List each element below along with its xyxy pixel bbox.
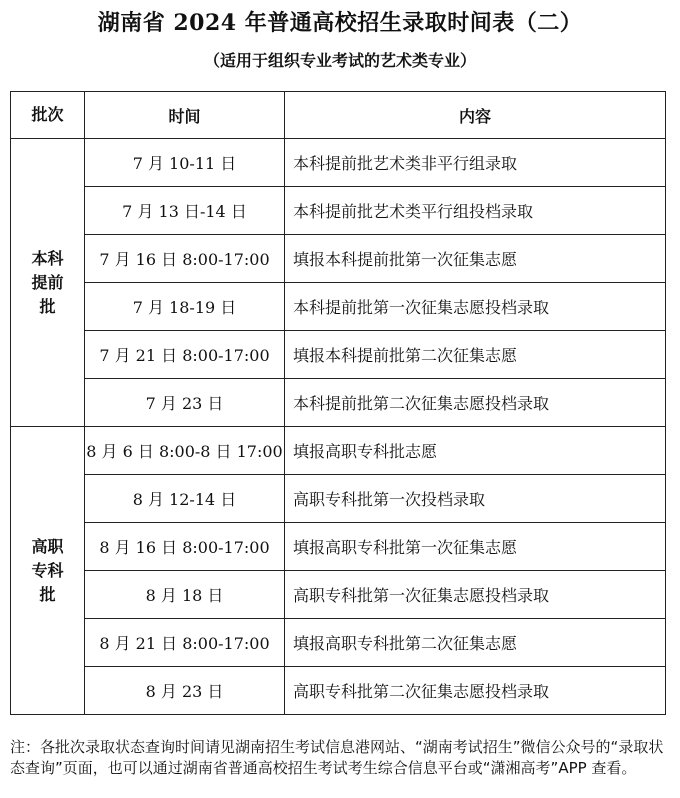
time-cell: 8 月 23 日 [85, 667, 285, 715]
table-row [11, 379, 666, 427]
content-cell: 本科提前批第一次征集志愿投档录取 [285, 283, 666, 331]
content-cell: 高职专科批第一次征集志愿投档录取 [285, 571, 666, 619]
content-cell: 高职专科批第一次投档录取 [285, 475, 666, 523]
batch-label: 本科提前批 [31, 248, 64, 316]
table-row [11, 571, 666, 619]
batch-cell [11, 427, 85, 715]
time-cell: 7 月 21 日 8:00-17:00 [85, 331, 285, 379]
content-cell: 填报高职专科批第二次征集志愿 [285, 619, 666, 667]
table-row [11, 475, 666, 523]
time-cell: 8 月 21 日 8:00-17:00 [85, 619, 285, 667]
table-row [11, 619, 666, 667]
time-cell: 8 月 6 日 8:00-8 日 17:00 [85, 427, 285, 475]
content-cell: 填报本科提前批第二次征集志愿 [285, 331, 666, 379]
time-cell: 7 月 18-19 日 [85, 283, 285, 331]
batch-cell [11, 139, 85, 427]
header-batch: 批次 [11, 92, 85, 139]
table-row [11, 139, 666, 187]
schedule-table [10, 91, 666, 715]
page-subtitle: （适用于组织专业考试的艺术类专业） [203, 51, 476, 70]
time-cell: 7 月 10-11 日 [85, 139, 285, 187]
table-row [11, 187, 666, 235]
table-row [11, 667, 666, 715]
time-cell: 8 月 12-14 日 [85, 475, 285, 523]
content-cell: 本科提前批第二次征集志愿投档录取 [285, 379, 666, 427]
batch-label: 高职专科批 [31, 536, 64, 604]
content-cell: 高职专科批第二次征集志愿投档录取 [285, 667, 666, 715]
header-content: 内容 [285, 92, 666, 139]
header-time: 时间 [85, 92, 285, 139]
content-cell: 填报本科提前批第一次征集志愿 [285, 235, 666, 283]
table-row [11, 427, 666, 475]
time-cell: 8 月 18 日 [85, 571, 285, 619]
time-cell: 7 月 23 日 [85, 379, 285, 427]
content-cell: 填报高职专科批第一次征集志愿 [285, 523, 666, 571]
footnote: 注：各批次录取状态查询时间请见湖南招生考试信息港网站、“湖南考试招生”微信公众号的“录取状态查询”页面，也可以通过湖南省普通高校招生考试考生综合信息平台或“潇湘高考”APP 查看。 [10, 738, 664, 777]
table-header-row [11, 92, 666, 139]
content-cell: 本科提前批艺术类非平行组录取 [285, 139, 666, 187]
page-title: 湖南省 2024 年普通高校招生录取时间表（二） [97, 10, 583, 36]
content-cell: 本科提前批艺术类平行组投档录取 [285, 187, 666, 235]
time-cell: 7 月 13 日-14 日 [85, 187, 285, 235]
time-cell: 7 月 16 日 8:00-17:00 [85, 235, 285, 283]
table-row [11, 523, 666, 571]
table-row [11, 331, 666, 379]
table-row [11, 283, 666, 331]
table-row [11, 235, 666, 283]
time-cell: 8 月 16 日 8:00-17:00 [85, 523, 285, 571]
content-cell: 填报高职专科批志愿 [285, 427, 666, 475]
